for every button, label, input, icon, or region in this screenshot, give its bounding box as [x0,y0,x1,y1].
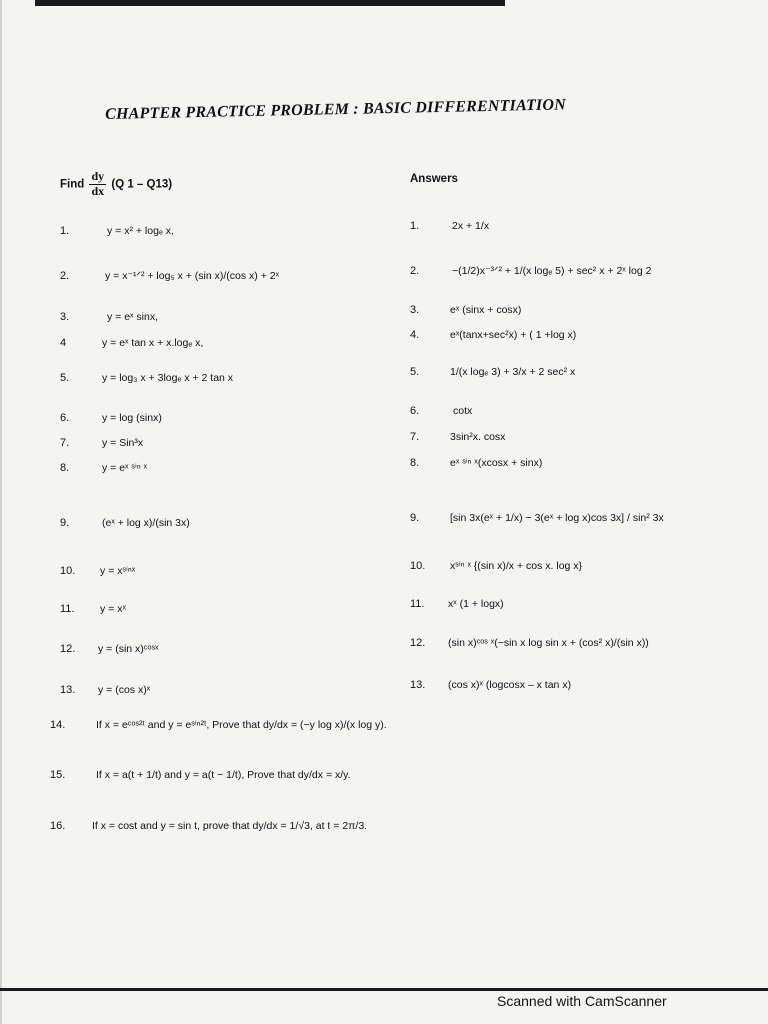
page-edge [0,0,2,1024]
question-expression: y = eˣ sinx, [107,311,159,323]
answer-number: 6. [410,405,420,417]
answer-expression: −(1/2)x⁻³ᐟ² + 1/(x logₑ 5) + sec² x + 2ˣ log 2 [452,265,652,277]
question-number: 4 [60,337,67,349]
find-heading [60,170,172,199]
question-number: 7. [60,437,70,449]
question-number: 14. [50,719,66,731]
answer-expression: 1/(x logₑ 3) + 3/x + 2 sec² x [450,366,576,378]
question-expression: y = x² + logₑ x, [107,225,174,237]
answer-number: 4. [410,329,420,341]
answer-expression: (cos x)ˣ (logcosx – x tan x) [448,679,572,691]
question-number: 12. [60,643,76,655]
find-label: Find [60,178,85,191]
answer-number: 3. [410,304,420,316]
answer-expression: [sin 3x(eˣ + 1/x) − 3(eˣ + log x)cos 3x] / sin² 3x [450,512,664,524]
question-expression: y = eˣ ˢⁱⁿ ˣ [102,462,148,474]
question-expression: y = eˣ tan x + x.logₑ x, [102,337,204,349]
answer-number: 7. [410,431,420,443]
question-number: 1. [60,225,70,237]
question-expression: (eˣ + log x)/(sin 3x) [102,517,190,529]
question-expression: y = xˣ [100,603,126,615]
answer-number: 10. [410,560,426,572]
question-expression: y = log₃ x + 3logₑ x + 2 tan x [102,372,234,384]
question-number: 16. [50,820,66,832]
answer-expression: 2x + 1/x [452,220,490,232]
answer-expression: eˣ (sinx + cosx) [450,304,522,316]
question-number: 11. [60,603,75,615]
question-number: 9. [60,517,70,529]
answer-number: 13. [410,679,426,691]
question-expression: y = log (sinx) [102,412,162,424]
answer-expression: xˣ (1 + logx) [448,598,504,610]
question-number: 6. [60,412,70,424]
question-range: (Q 1 – Q13) [111,178,173,191]
question-expression: If x = cost and y = sin t, prove that dy/dx = 1/√3, at t = 2π/3. [92,820,368,832]
question-number: 8. [60,462,70,474]
question-expression: y = (sin x)ᶜᵒˢˣ [98,643,159,655]
question-expression: y = (cos x)ˣ [98,684,151,696]
answer-expression: xˢⁱⁿ ˣ {(sin x)/x + cos x. log x} [450,560,583,572]
answer-expression: cotx [453,405,473,417]
answer-number: 1. [410,220,420,232]
top-scan-border [35,0,505,6]
answer-number: 2. [410,265,420,277]
question-number: 5. [60,372,70,384]
question-expression: y = x⁻¹ᐟ² + log₅ x + (sin x)/(cos x) + 2ˣ [105,270,280,282]
question-number: 2. [60,270,70,282]
answer-expression: eˣ(tanx+sec²x) + ( 1 +log x) [450,329,577,341]
question-number: 3. [60,311,70,323]
question-expression: If x = a(t + 1/t) and y = a(t − 1/t), Prove that dy/dx = x/y. [96,769,351,781]
scanner-watermark: Scanned with CamScanner [497,993,667,1009]
answer-expression: (sin x)ᶜᵒˢ ˣ(−sin x log sin x + (cos² x)/(sin x)) [448,637,649,649]
question-expression: y = Sin³x [102,437,144,449]
question-expression: If x = eᶜᵒˢ²ᵗ and y = eˢⁱⁿ²ᵗ, Prove that dy/dx = (−y log x)/(x log y). [96,719,387,731]
answers-heading: Answers [410,173,458,185]
answer-number: 11. [410,598,425,610]
answer-number: 9. [410,512,420,524]
page-title: CHAPTER PRACTICE PROBLEM : BASIC DIFFERENTIATION [105,96,567,123]
question-number: 13. [60,684,76,696]
answer-number: 8. [410,457,420,469]
answer-expression: eˣ ˢⁱⁿ ˣ(xcosx + sinx) [450,457,543,469]
question-number: 15. [50,769,66,781]
answer-number: 5. [410,366,420,378]
answer-number: 12. [410,637,426,649]
question-expression: y = xˢⁱⁿˣ [100,565,136,577]
bottom-scan-border [0,988,768,991]
find-fraction: $\frac{dy}{dx}$ [91,169,105,198]
question-number: 10. [60,565,76,577]
answer-expression: 3sin²x. cosx [450,431,506,443]
